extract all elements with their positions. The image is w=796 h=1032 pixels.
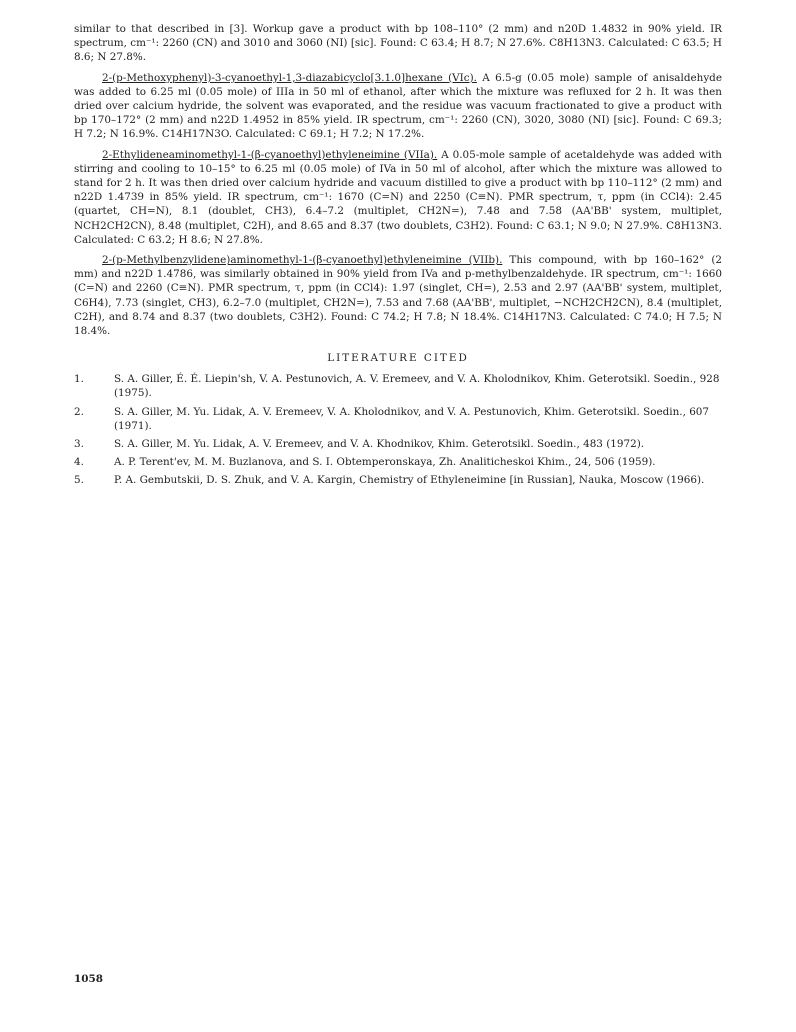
page-content bbox=[74, 22, 722, 492]
reference-text: S. A. Giller, M. Yu. Lidak, A. V. Eremeev, V. A. Kholodnikov, and V. A. Pestunovich, Khim. Geterotsikl. Soedin., 607 (1971). bbox=[114, 405, 710, 432]
reference-text: S. A. Giller, É. É. Liepin'sh, V. A. Pestunovich, A. V. Eremeev, and V. A. Kholodnikov, Khim. Geterotsikl. Soedin., 928 (1975). bbox=[114, 373, 720, 400]
paragraph-compound-viib bbox=[74, 253, 722, 338]
paragraph-continuation bbox=[74, 22, 722, 65]
paragraph-text: similar to that described in [3]. Workup gave a product with bp 108–110° (2 mm) and n20D 1.4832 in 90% yield. IR spectrum, cm⁻¹: 2260 (CN) and 3010 and 3060 (NI) [sic]. Found: C 63.4; H 8.7; N 27.6%. C8H13N3. Calculated: C 63.5; H 8.6; N 27.8%. bbox=[74, 23, 722, 64]
compound-title: 2-(p-Methylbenzylidene)aminomethyl-1-(β-cyanoethyl)ethyleneimine (VIIb). bbox=[102, 254, 503, 267]
reference-text: S. A. Giller, M. Yu. Lidak, A. V. Eremeev, and V. A. Khodnikov, Khim. Geterotsikl. Soedin., 483 (1972). bbox=[114, 438, 645, 451]
reference-number: 3. bbox=[74, 438, 84, 451]
reference-text: A. P. Terent'ev, M. M. Buzlanova, and S. I. Obtemperonskaya, Zh. Analiticheskoi Khim., 24, 506 (1959). bbox=[114, 456, 656, 469]
paragraph-text: This compound, with bp 160–162° (2 mm) and n22D 1.4786, was similarly obtained in 90% yield from IVa and p-methylbenzaldehyde. IR spectrum, cm⁻¹: 1660 (C=N) and 2260 (C≡N). PMR spectrum, τ, ppm (in CCl4): 1.97 (singlet, CH=), 2.53 and 2.97 (AA'BB' system, multiplet, C6H4), 7.73 (singlet, CH3), 6.2–7.0 (multiplet, CH2N=), 7.53 and 7.68 (AA'BB', multiplet, −NCH2CH2CN), 8.4 (multiplet, C2H), and 8.74 and 8.37 (two doublets, C3H2). Found: C 74.2; H 7.8; N 18.4%. C14H17N3. Calculated: C 74.0; H 7.5; N 18.4%. bbox=[74, 254, 722, 338]
reference-item bbox=[74, 405, 722, 433]
reference-number: 1. bbox=[74, 373, 84, 386]
paragraph-text: A 6.5-g (0.05 mole) sample of anisaldehyde was added to 6.25 ml (0.05 mole) of IIIa in 50 ml of ethanol, after which the mixture was refluxed for 2 h. It was then dried over calcium hydride, the solvent was evaporated, and the residue was vacuum fractionated to give a product with bp 170–172° (2 mm) and n22D 1.4952 in 85% yield. IR spectrum, cm⁻¹: 2260 (CN), 3020, 3080 (NI) [sic]. Found: C 69.3; H 7.2; N 16.9%. C14H17N3O. Calculated: C 69.1; H 7.2; N 17.2%. bbox=[74, 71, 722, 141]
literature-heading: LITERATURE CITED bbox=[327, 352, 469, 365]
reference-number: 2. bbox=[74, 405, 84, 418]
reference-item bbox=[74, 437, 722, 451]
compound-title: 2-Ethylideneaminomethyl-1-(β-cyanoethyl)ethyleneimine (VIIa). bbox=[102, 148, 438, 161]
paragraph-text: A 0.05-mole sample of acetaldehyde was added with stirring and cooling to 10–15° to 6.25 ml (0.05 mole) of IVa in 50 ml of alcohol, after which the mixture was allowed to stand for 2 h. It was then dried over calcium hydride and vacuum distilled to give a product with bp 110–112° (2 mm) and n22D 1.4739 in 85% yield. IR spectrum, cm⁻¹: 1670 (C=N) and 2250 (C≡N). PMR spectrum, τ, ppm (in CCl4): 2.45 (quartet, CH=N), 8.1 (doublet, CH3), 6.4–7.2 (multiplet, CH2N=), 7.48 and 7.58 (AA'BB' system, multiplet, NCH2CH2CN), 8.48 (multiplet, C2H), and 8.65 and 8.37 (two doublets, C3H2). Found: C 63.1; N 9.0; N 27.9%. C8H13N3. Calculated: C 63.2; H 8.6; N 27.8%. bbox=[74, 148, 722, 246]
reference-list bbox=[74, 372, 722, 487]
page-number: 1058 bbox=[74, 973, 103, 985]
reference-text: P. A. Gembutskii, D. S. Zhuk, and V. A. Kargin, Chemistry of Ethyleneimine [in Russian], Nauka, Moscow (1966). bbox=[114, 474, 705, 487]
reference-item bbox=[74, 372, 722, 400]
reference-item bbox=[74, 455, 722, 469]
reference-item bbox=[74, 473, 722, 487]
paragraph-compound-vic bbox=[74, 71, 722, 142]
reference-number: 4. bbox=[74, 456, 84, 469]
paragraph-compound-viia bbox=[74, 148, 722, 247]
reference-number: 5. bbox=[74, 474, 84, 487]
compound-title: 2-(p-Methoxyphenyl)-3-cyanoethyl-1,3-diazabicyclo[3.1.0]hexane (VIc). bbox=[102, 71, 477, 84]
